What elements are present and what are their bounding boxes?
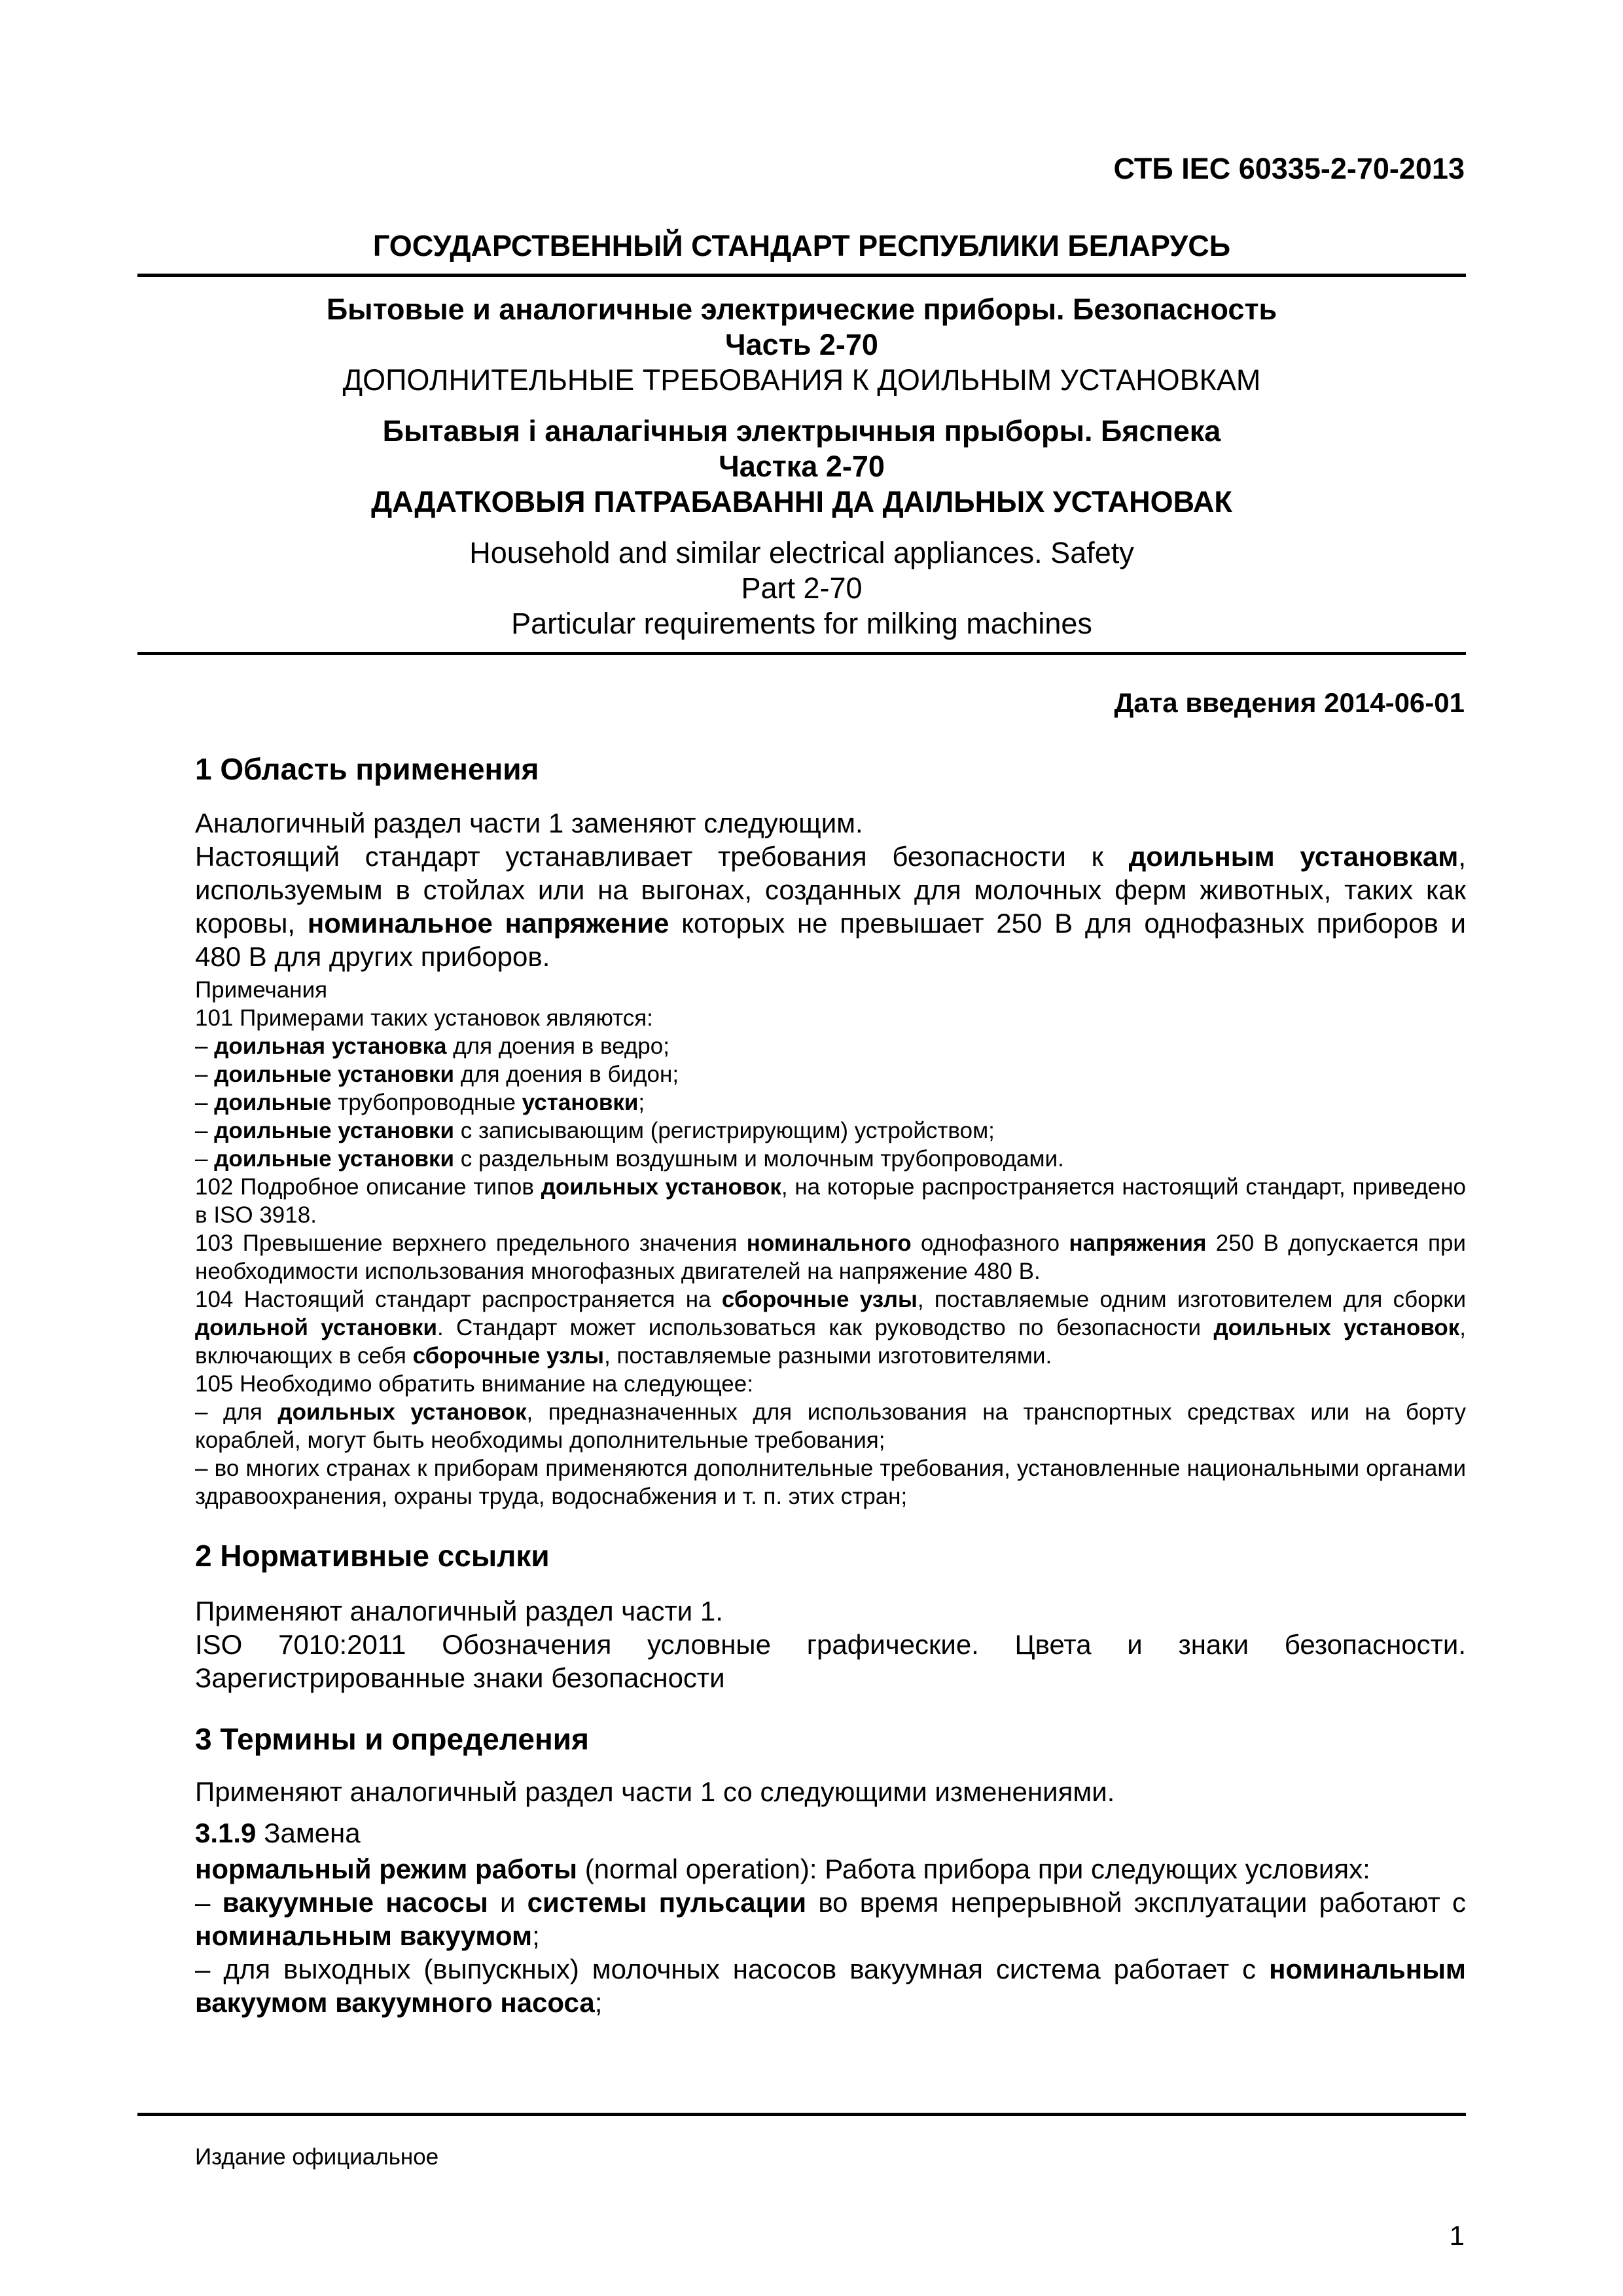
- definition-normal-operation: нормальный режим работы (normal operation): Работа прибора при следующих условиях:: [195, 1854, 1370, 1884]
- footer-rule: [137, 2113, 1466, 2116]
- title-ru-line2: Часть 2-70: [725, 328, 878, 361]
- note-101-item: – доильные установки с записывающим (регистрирующим) устройством;: [195, 1118, 995, 1143]
- title-bottom-rule: [137, 652, 1466, 655]
- section-3-body: [195, 1775, 1466, 2019]
- title-russian: [137, 292, 1466, 398]
- notes-block: [195, 976, 1466, 1511]
- section-1-p1: Аналогичный раздел части 1 заменяют следующим.: [195, 808, 863, 838]
- note-101-item: – доильные установки с раздельным воздушным и молочным трубопроводами.: [195, 1146, 1064, 1172]
- section-2-heading: 2 Нормативные ссылки: [195, 1539, 550, 1573]
- note-101: 101 Примерами таких установок являются:: [195, 1005, 653, 1031]
- title-belarusian: [137, 414, 1466, 520]
- note-105-item: – для доильных установок, предназначенных для использования на транспортных средствах или на борту кораблей, могут быть необходимы дополнительные требования;: [195, 1399, 1466, 1453]
- title-by-line2: Частка 2-70: [719, 450, 885, 483]
- document-code: СТБ IEC 60335-2-70-2013: [1113, 152, 1465, 185]
- section-2-p1: Применяют аналогичный раздел части 1.: [195, 1596, 723, 1626]
- section-2-body: [195, 1594, 1466, 1695]
- official-edition-label: Издание официальное: [195, 2144, 439, 2170]
- section-2-p2: ISO 7010:2011 Обозначения условные графические. Цвета и знаки безопасности. Зарегистрированные знаки безопасности: [195, 1629, 1466, 1693]
- note-105: 105 Необходимо обратить внимание на следующее:: [195, 1371, 753, 1397]
- notes-label: Примечания: [195, 977, 328, 1003]
- title-en-line1: Household and similar electrical appliances. Safety: [469, 536, 1134, 569]
- note-104: 104 Настоящий стандарт распространяется на сборочные узлы, поставляемые одним изготовителем для сборки доильной установки. Стандарт может использоваться как руководство по безопасности доильных установок, включающих в себя сборочные узлы, поставляемые разными изготовителями.: [195, 1287, 1467, 1369]
- title-en-line3: Particular requirements for milking machines: [511, 607, 1092, 640]
- note-102: 102 Подробное описание типов доильных установок, на которые распространяется настоящий стандарт, приведено в ISO 3918.: [195, 1174, 1466, 1228]
- section-1-p2: Настоящий стандарт устанавливает требования безопасности к доильным установкам, используемым в стойлах или на выгонах, созданных для молочных ферм животных, таких как коровы, номинальное напряжение которых не превышает 250 В для однофазных приборов и 480 В для других приборов.: [195, 841, 1466, 972]
- introduction-date: Дата введения 2014-06-01: [1114, 687, 1465, 718]
- state-standard-title: ГОСУДАРСТВЕННЫЙ СТАНДАРТ РЕСПУБЛИКИ БЕЛАРУСЬ: [372, 229, 1231, 262]
- note-101-item: – доильные трубопроводные установки;: [195, 1090, 645, 1115]
- title-ru-line1: Бытовые и аналогичные электрические приборы. Безопасность: [326, 293, 1277, 326]
- note-103: 103 Превышение верхнего предельного значения номинального однофазного напряжения 250 В допускается при необходимости использования многофазных двигателей на напряжение 480 В.: [195, 1230, 1466, 1284]
- title-ru-line3: ДОПОЛНИТЕЛЬНЫЕ ТРЕБОВАНИЯ К ДОИЛЬНЫМ УСТАНОВКАМ: [342, 363, 1261, 397]
- title-english: [137, 535, 1466, 641]
- section-3-heading: 3 Термины и определения: [195, 1722, 589, 1756]
- top-rule: [137, 274, 1466, 277]
- note-105-item: – во многих странах к приборам применяются дополнительные требования, установленные национальными органами здравоохранения, охраны труда, водоснабжения и т. п. этих стран;: [195, 1456, 1466, 1509]
- section-1-body: [195, 806, 1466, 1511]
- definition-item-1: – вакуумные насосы и системы пульсации во время непрерывной эксплуатации работают с номинальным вакуумом;: [195, 1887, 1466, 1951]
- note-101-item: – доильные установки для доения в бидон;: [195, 1062, 679, 1087]
- clause-3-1-9: 3.1.9 Замена: [195, 1818, 361, 1848]
- definition-item-2: – для выходных (выпускных) молочных насосов вакуумная система работает с номинальным вакуумом вакуумного насоса;: [195, 1954, 1466, 2018]
- title-en-line2: Part 2-70: [741, 571, 863, 605]
- title-by-line1: Бытавыя і аналагічныя электрычныя прыборы. Бяспека: [382, 414, 1221, 448]
- page-number: 1: [1449, 2220, 1465, 2251]
- section-3-p1: Применяют аналогичный раздел части 1 со следующими изменениями.: [195, 1776, 1115, 1807]
- note-101-item: – доильная установка для доения в ведро;: [195, 1033, 669, 1059]
- section-1-heading: 1 Область применения: [195, 752, 539, 786]
- title-by-line3: ДАДАТКОВЫЯ ПАТРАБАВАННІ ДА ДАІЛЬНЫХ УСТАНОВАК: [371, 485, 1232, 518]
